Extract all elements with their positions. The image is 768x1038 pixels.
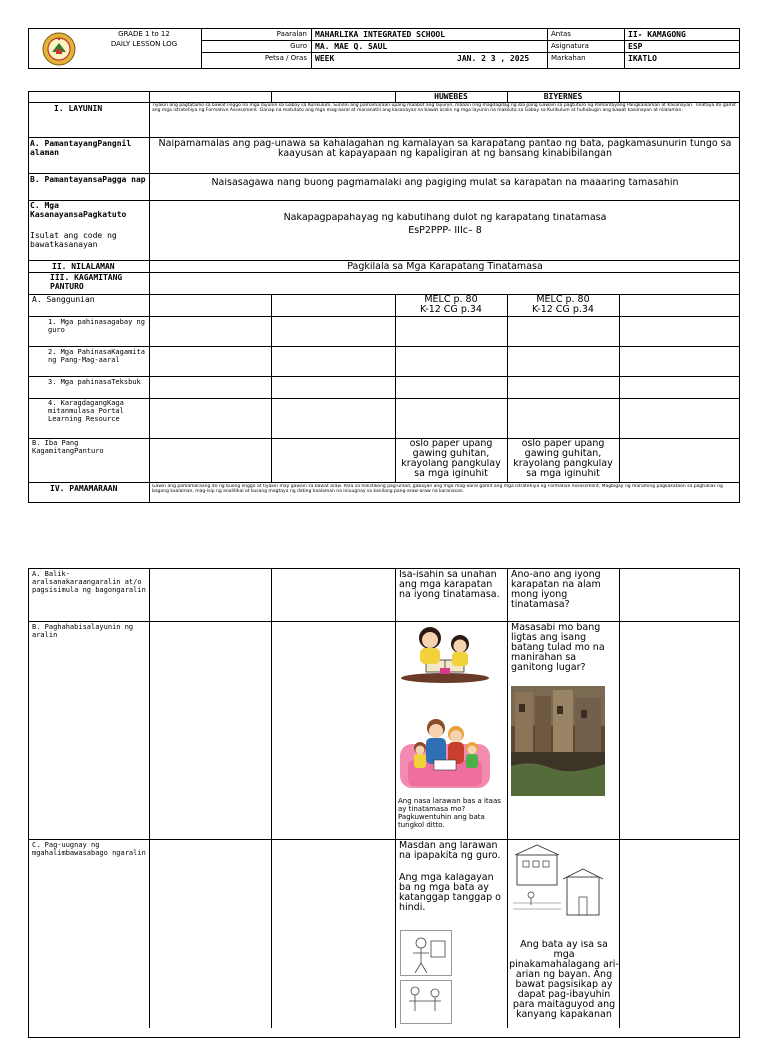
divider xyxy=(201,52,740,53)
kasanayan-label: C. Mga KasanayansaPagkatuto xyxy=(30,201,127,219)
pag-uugnay-label: C. Pag-uugnay ng mgahalimbawasabago ngaralin xyxy=(32,841,146,857)
sketch-image-1 xyxy=(400,930,452,976)
day-header-friday: BIYERNES xyxy=(543,92,583,101)
sanggunian-item-1: 1. Mga pahinasagabay ng guro xyxy=(48,318,145,334)
subject-value: ESP xyxy=(628,42,643,51)
quarter-label: Markahan xyxy=(551,54,586,62)
pag-uugnay-thu-1: Masdan ang larawan na ipapakita ng guro. xyxy=(399,841,501,861)
grade-range: GRADE 1 to 12 xyxy=(118,30,170,38)
pamantayang-pangnilalaman-label: A. PamantayangPangnil alaman xyxy=(30,139,132,157)
melc-fri-2: K-12 CG p.34 xyxy=(532,305,594,315)
level-label: Antas xyxy=(551,30,571,38)
paghahabi-fri: Masasabi mo bang ligtas ang isang batang tulad mo na manirahan sa ganitong lugar? xyxy=(511,623,605,673)
materials-fri-1: oslo paper upang xyxy=(521,439,605,449)
sketch-image-2 xyxy=(400,980,452,1024)
kasanayan-code: EsP2PPP- IIIc– 8 xyxy=(408,226,482,236)
quarter-value: IKATLO xyxy=(628,54,657,63)
balik-aral-fri: Ano-ano ang iyong karapatan na alam mong iyong tinatamasa? xyxy=(511,570,601,610)
materials-fri-3: krayolang pangkulay xyxy=(513,459,613,469)
school-value: MAHARLIKA INTEGRATED SCHOOL xyxy=(315,30,446,39)
materials-thu-3: krayolang pangkulay xyxy=(401,459,501,469)
slum-photo-image xyxy=(511,686,605,796)
pamamaraan-text: Gawin ang pamamaraang ito ng buong linggo at tiyakin may gawain sa bawat araw. Para sa holistikong pag-unlad, gabayan ang mga mag-aaral gamit ang mga istratehiya ng Formative Assessment. Magbigay ng maraming pagkakataon sa pagtuklas ng bagong kaalaman, mag-isip ng analitikal at kusang magtaya ng dating kaalaman na iniuugnay sa kanilang pang-araw-araw na karanasan. xyxy=(152,484,723,494)
sanggunian-label: A. Sanggunian xyxy=(32,295,95,304)
family-caption: Ang nasa larawan bas a itaas ay tinatamasa mo? Pagkuwentuhin ang bata tungkol ditto. xyxy=(398,797,501,829)
school-seal-icon xyxy=(42,32,76,66)
family-couch-image xyxy=(398,714,492,794)
balik-aral-label: A. Balik-aralsanakaraangaralin at/o pagsisimula ng bagongaralin xyxy=(32,570,146,594)
balik-aral-thu: Isa-isahin sa unahan ang mga karapatan na iyong tinatamasa. xyxy=(399,570,500,600)
layunin-label: I. LAYUNIN xyxy=(54,104,103,113)
nilalaman-label: II. NILALAMAN xyxy=(52,262,115,271)
log-title: DAILY LESSON LOG xyxy=(110,40,178,48)
date-value: JAN. 2 3 , 2025 xyxy=(457,54,530,63)
pamantayang-pangnilalaman-text: Naipamamalas ang pag-unawa sa kahalagahan ng kamalayan sa karapatang pantao ng bata, pagkamasunurin tungo sa kaayusan at kapayapaan ng kapaligiran at ng bansang kinabibilangan xyxy=(158,139,732,159)
pamantayan-sa-pagganap-text: Naisasagawa nang buong pagmamalaki ang pagiging mulat sa karapatan na maaaring tamasahin xyxy=(211,178,679,188)
school-label: Paaralan xyxy=(276,30,307,38)
divider xyxy=(547,28,548,69)
melc-fri-1: MELC p. 80 xyxy=(536,295,590,305)
pamantayan-sa-pagganap-label: B. PamantayansaPagga nap xyxy=(30,175,146,184)
materials-thu-4: sa mga iginuhit xyxy=(414,469,488,479)
sanggunian-item-2: 2. Mga PahinasaKagamita ng Pang-Mag-aaral xyxy=(48,348,145,364)
materials-thu-1: oslo paper upang xyxy=(409,439,493,449)
divider xyxy=(624,28,625,69)
melc-thu-2: K-12 CG p.34 xyxy=(420,305,482,315)
teacher-label: Guro xyxy=(290,42,307,50)
kids-reading-image xyxy=(398,624,492,684)
teacher-value: MA. MAE Q. SAUL xyxy=(315,42,388,51)
layunin-text: Tiyakin ang pagtatamo sa bawat linggo na mga layunin sa Gabay sa Kurikulum. Sundin ang pamamaraan upang maabot ang layunin, maaari ring magdagdag ng iba pang Gawain sa pagtuturo ng Pamantayang Pangkaalaman at Kasanayan. Tinataya ito gamit ang mga istratehiya ng Formative Assessment. Ganap na matututo ang mga mag-aaral at mananatili ang kasanayan sa bawat aralin ng mga layunin na makikita sa Gabay sa Kurikulum at huhubugin ang bawat kasanayan at nilalaman. xyxy=(152,103,736,113)
melc-thu-1: MELC p. 80 xyxy=(424,295,478,305)
pag-uugnay-fri: Ang bata ay isa sa mga pinakamahalagang ari-arian ng bayan. Ang bawat pagsisikap ay dapat pag-ibayuhin para maitaguyod ang kanyang kapakanan xyxy=(509,940,619,1020)
building-sketch-image xyxy=(511,843,607,921)
sanggunian-item-3: 3. Mga pahinasaTeksbuk xyxy=(48,378,141,386)
day-header-thursday: HUWEBES xyxy=(434,92,468,101)
sanggunian-item-4: 4. KaragdagangKaga mitanmulasa Portal Learning Resource xyxy=(48,399,124,423)
paghahabi-label: B. Paghahabisalayunin ng aralin xyxy=(32,623,134,639)
kagamitang-panturo-label: III. KAGAMITANG PANTURO xyxy=(50,273,123,291)
pamamaraan-label: IV. PAMAMARAAN xyxy=(50,484,118,493)
subject-label: Asignatura xyxy=(551,42,589,50)
divider xyxy=(311,28,312,69)
nilalaman-text: Pagkilala sa Mga Karapatang Tinatamasa xyxy=(347,262,543,272)
kasanayan-text: Nakapagpapahayag ng kabutihang dulot ng karapatang tinatamasa xyxy=(283,213,607,223)
kasanayan-sub: Isulat ang code ng bawatkasanayan xyxy=(30,231,117,249)
pag-uugnay-thu-2: Ang mga kalagayan ba ng mga bata ay katanggap tanggap o hindi. xyxy=(399,873,501,913)
divider xyxy=(201,28,202,69)
materials-fri-4: sa mga iginuhit xyxy=(526,469,600,479)
date-time-label: Petsa / Oras xyxy=(264,54,307,62)
materials-fri-2: gawing guhitan, xyxy=(524,449,602,459)
level-value: II- KAMAGONG xyxy=(628,30,686,39)
divider xyxy=(201,40,740,41)
materials-thu-2: gawing guhitan, xyxy=(412,449,490,459)
iba-pang-kagamitan-label: B. Iba Pang KagamitangPanturo xyxy=(32,439,104,455)
week-value: WEEK xyxy=(315,54,335,63)
